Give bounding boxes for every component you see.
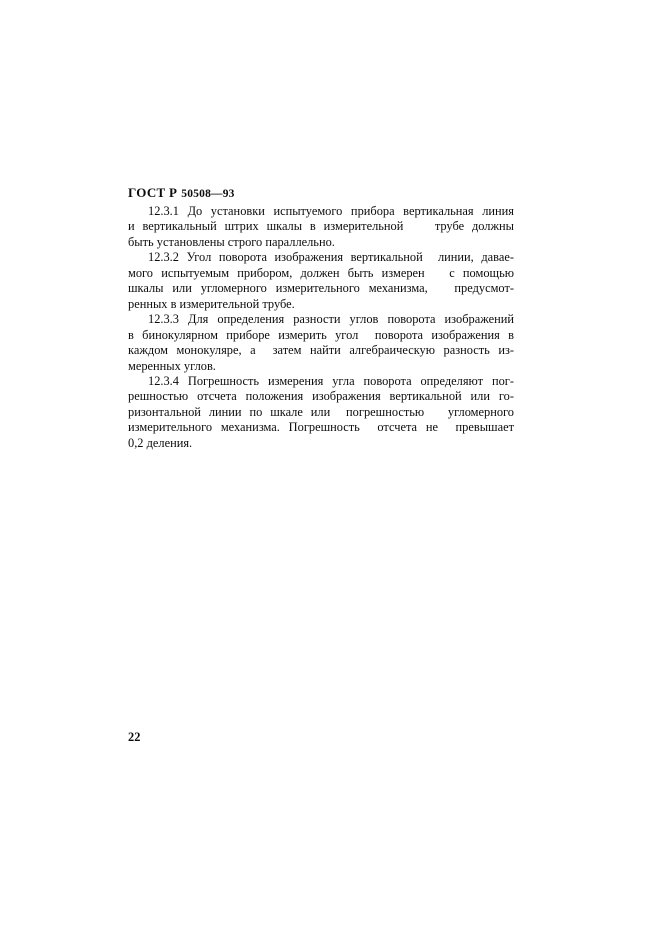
standard-number: 50508—93: [181, 188, 235, 200]
text-line: и вертикальный штрих шкалы в измерительной трубе должны: [128, 219, 514, 234]
standard-label: ГОСТ Р: [128, 185, 178, 200]
running-head: [128, 184, 235, 202]
paragraph-12.3.3: [128, 312, 514, 374]
paragraph-12.3.1: [128, 204, 514, 250]
text-line: измерительного механизма. Погрешность отсчета не превышает: [128, 420, 514, 435]
text-line: 12.3.4 Погрешность измерения угла поворота определяют пог-: [148, 373, 514, 388]
paragraph-12.3.2: [128, 250, 514, 312]
text-line: 12.3.2 Угол поворота изображения вертикальной линии, давае-: [148, 250, 514, 265]
text-line: мого испытуемым прибором, должен быть измерен с помощью: [128, 265, 514, 280]
text-line: ризонтальной линии по шкале или погрешностью угломерного: [128, 404, 514, 419]
body-text-block: [128, 204, 514, 451]
text-line: ренных в измерительной трубе.: [128, 296, 295, 311]
page-number: 22: [128, 730, 141, 744]
text-line: в бинокулярном приборе измерить угол поворота изображения в: [128, 327, 514, 342]
text-line: быть установлены строго параллельно.: [128, 234, 335, 249]
text-line: 12.3.1 До установки испытуемого прибора вертикальная линия: [148, 204, 514, 218]
text-line: решностью отсчета положения изображения вертикальной или го-: [128, 389, 514, 404]
text-line: меренных углов.: [128, 358, 216, 373]
text-line: шкалы или угломерного измерительного механизма, предусмот-: [128, 281, 514, 296]
text-line: 0,2 деления.: [128, 435, 193, 450]
text-line: каждом монокуляре, а затем найти алгебраическую разность из-: [128, 343, 514, 358]
text-line: 12.3.3 Для определения разности углов поворота изображений: [148, 312, 514, 327]
paragraph-12.3.4: [128, 374, 514, 451]
